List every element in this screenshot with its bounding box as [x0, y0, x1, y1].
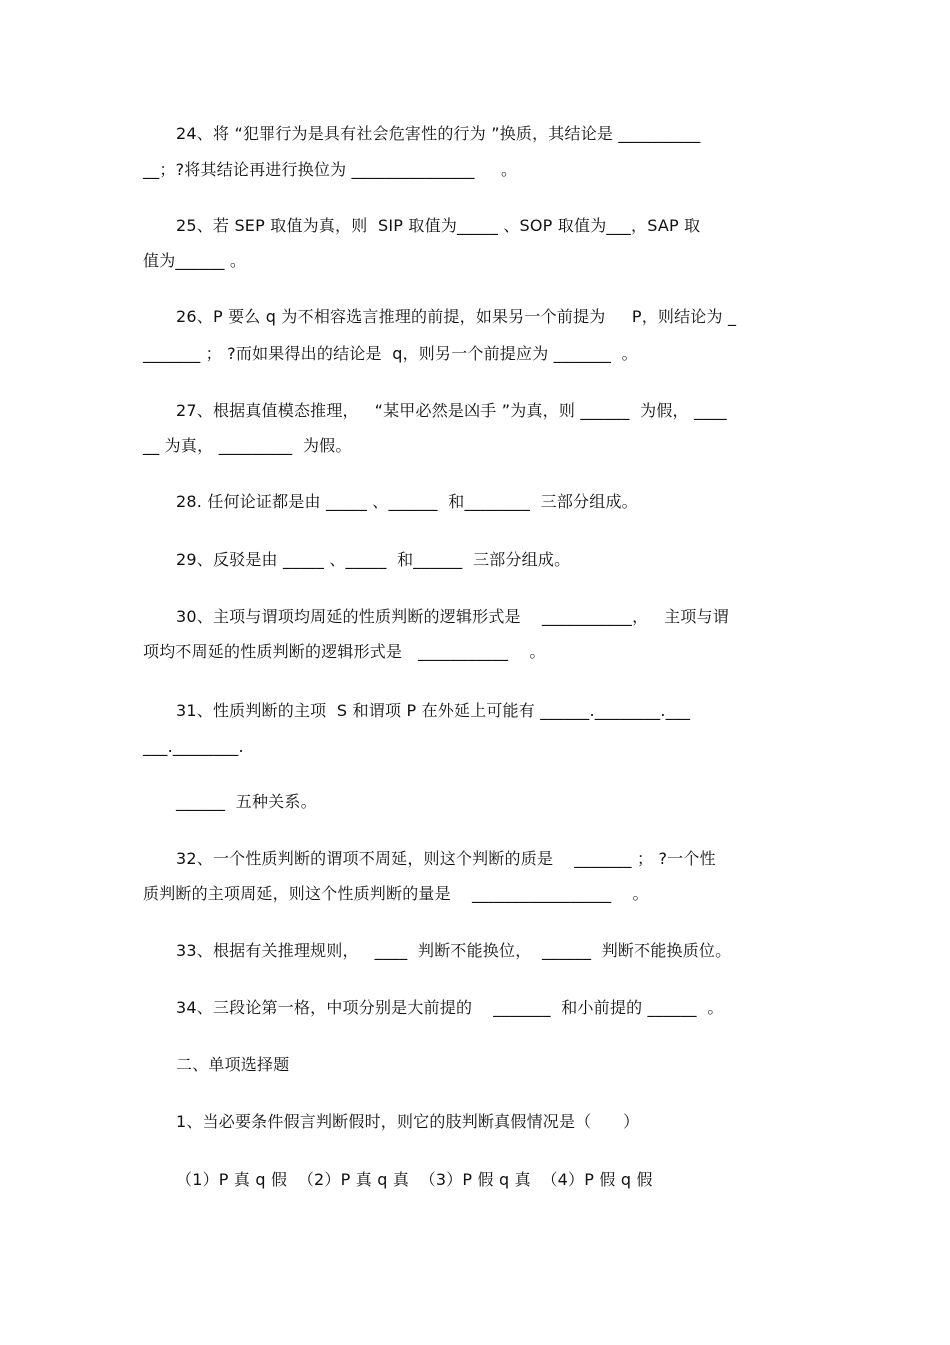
q34-line1: 34、三段论第一格，中项分别是大前提的 _______ 和小前提的 ______ 。 — [176, 998, 724, 1017]
choice-question: 1、当必要条件假言判断假时，则它的肢判断真假情况是（ ） — [176, 1112, 640, 1131]
q32-line2: 质判断的主项周延，则这个性质判断的量是 _________________ 。 — [143, 884, 649, 903]
choice-options: （1）P 真 q 假 （2）P 真 q 真 （3）P 假 q 真 （4）P 假 q 假 — [176, 1170, 653, 1189]
q30-line2: 项均不周延的性质判断的逻辑形式是 ___________ 。 — [143, 642, 546, 661]
q26-line2: _______ ； ?而如果得出的结论是 q，则另一个前提应为 _______ 。 — [143, 344, 638, 363]
q33-line1: 33、根据有关推理规则， ____ 判断不能换位， ______ 判断不能换质位。 — [176, 941, 732, 960]
q29-line1: 29、反驳是由 _____ 、_____ 和______ 三部分组成。 — [176, 550, 571, 569]
q24-line2: __；?将其结论再进行换位为 _______________ 。 — [143, 160, 518, 179]
section-title: 二、单项选择题 — [176, 1055, 290, 1074]
q32-line1: 32、一个性质判断的谓项不周延，则这个判断的质是 _______ ； ?一个性 — [176, 849, 716, 868]
q27-line1: 27、根据真值模态推理， “某甲必然是凶手 ”为真，则 ______ 为假， ____ — [176, 401, 727, 420]
q28-line1: 28. 任何论证都是由 _____ 、______ 和________ 三部分组成。 — [176, 492, 638, 511]
q30-line1: 30、主项与谓项均周延的性质判断的逻辑形式是 ___________， 主项与谓 — [176, 607, 729, 626]
q25-line2: 值为______ 。 — [143, 251, 247, 270]
q25-line1: 25、若 SEP 取值为真，则 SIP 取值为_____ 、SOP 取值为___，SAP 取 — [176, 216, 701, 235]
q27-line2: __ 为真， _________ 为假。 — [143, 436, 352, 455]
q24-line1: 24、将 “犯罪行为是具有社会危害性的行为 ”换质，其结论是 __________ — [176, 124, 701, 143]
q31-line1: 31、性质判断的主项 S 和谓项 P 在外延上可能有 ______.________.___ — [176, 701, 691, 720]
q26-line1: 26、P 要么 q 为不相容选言推理的前提，如果另一个前提为 P，则结论为 _ — [176, 307, 737, 326]
q31-line2: ___.________. — [143, 737, 244, 756]
q31-line3: ______ 五种关系。 — [176, 792, 317, 811]
